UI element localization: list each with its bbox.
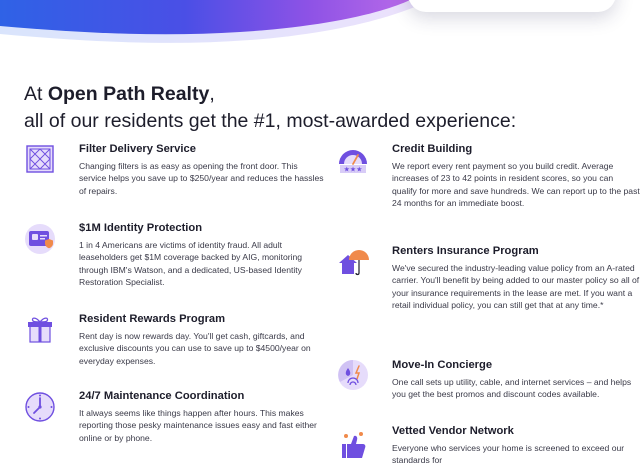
feature-maintenance	[79, 389, 327, 444]
thumbs-up-icon	[336, 424, 370, 458]
clock-icon	[23, 389, 57, 423]
feature-title: Credit Building	[392, 143, 473, 155]
feature-renters-insurance	[392, 244, 640, 312]
feature-title: 24/7 Maintenance Coordination	[79, 390, 245, 402]
hero-card	[408, 0, 616, 12]
feature-description: We've secured the industry-leading value policy from an A-rated carrier. You'll benefit by being added to our master policy so all of your insurance requirements in the lease are met. If you want a retail individual policy, you can still get that at any time.*	[392, 263, 640, 311]
feature-description: It always seems like things happen after hours. This makes reporting those pesky maintenance issues easy and fast either online or by phone.	[79, 408, 317, 443]
gift-box-icon	[23, 312, 57, 346]
feature-title: Move-In Concierge	[392, 359, 493, 371]
headline-line2: all of our residents get the #1, most-awarded experience:	[24, 110, 517, 133]
utilities-icon	[336, 358, 370, 392]
id-card-shield-icon	[23, 221, 57, 255]
feature-description: Rent day is now rewards day. You'll get cash, giftcards, and exclusive discounts you can use to save up to $4500/year on everyday expenses.	[79, 331, 311, 366]
umbrella-house-icon	[336, 244, 370, 278]
feature-title: Resident Rewards Program	[79, 313, 226, 325]
feature-title: $1M Identity Protection	[79, 222, 203, 234]
air-filter-icon	[23, 142, 57, 176]
credit-gauge-icon	[336, 142, 370, 176]
headline-suffix: ,	[209, 83, 215, 106]
feature-title: Renters Insurance Program	[392, 245, 539, 257]
feature-description: Everyone who services your home is screened to exceed our standards for	[392, 443, 625, 466]
feature-vetted-vendor	[392, 424, 640, 467]
svg-text:★★★: ★★★	[343, 165, 363, 174]
feature-credit-building	[343, 142, 640, 210]
feature-description: Changing filters is as easy as opening the front door. This service helps you save up to $250/year and reduces the hassles of repairs.	[79, 161, 324, 196]
brand-name: Open Path Realty	[47, 83, 210, 106]
feature-filter-delivery	[79, 142, 327, 197]
feature-title: Filter Delivery Service	[79, 143, 196, 155]
feature-title: Vetted Vendor Network	[392, 425, 514, 437]
feature-description: We report every rent payment so you build credit. Average increases of 23 to 42 points in resident scores, so you can qualify for more and save hundreds. We can report up to the past 24 months for an immediate boost.	[392, 161, 640, 209]
headline-prefix: At	[24, 83, 48, 106]
feature-description: 1 in 4 Americans are victims of identity fraud. All adult leaseholders get $1M coverage backed by AIG, monitoring through IBM's Watson, and a dedicated, US-based Identity Restoration Specialist.	[79, 240, 303, 288]
feature-move-in-concierge	[392, 358, 640, 401]
feature-identity-protection	[79, 221, 327, 289]
page-headline	[24, 81, 624, 135]
feature-resident-rewards	[79, 312, 327, 367]
feature-description: One call sets up utility, cable, and internet services – and helps you get the best promos and discount codes available.	[392, 377, 632, 400]
